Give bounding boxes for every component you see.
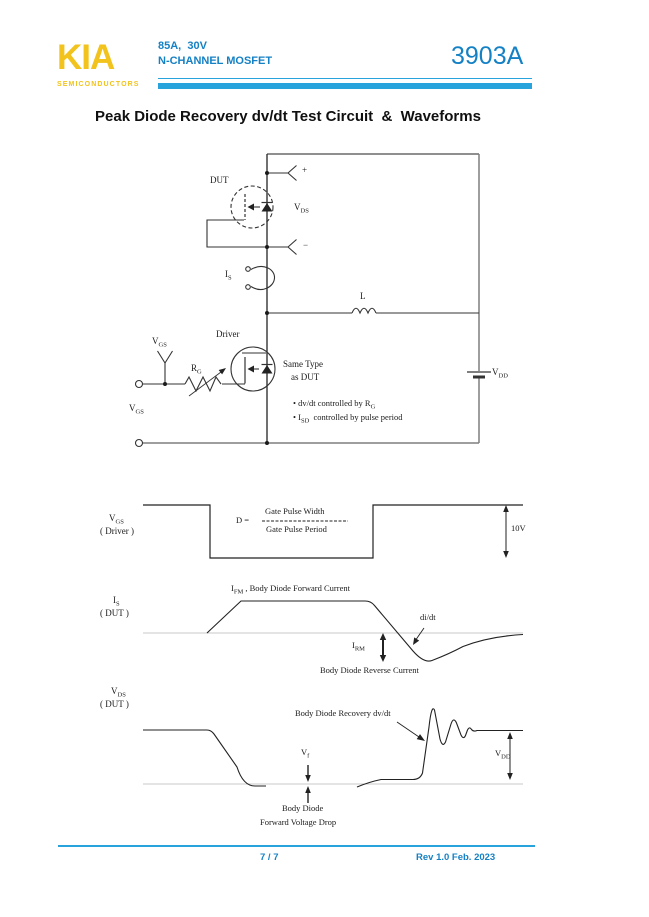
irm-label: $I_{RM}$	[352, 640, 365, 653]
voltage-waveform	[143, 709, 523, 803]
same-type-label-line1: Same Type	[283, 359, 323, 369]
junction-dots	[163, 171, 269, 445]
inductor-label: L	[360, 291, 366, 301]
same-type-label-line2: as DUT	[291, 372, 320, 382]
probe-plus	[267, 166, 297, 181]
rating-line: 85A, 30V	[158, 40, 207, 52]
duty-denominator: Gate Pulse Period	[266, 524, 327, 534]
irm-arrowhead-down	[380, 655, 386, 662]
vdd-supply-label: $V_{DD}$	[492, 367, 508, 380]
vf-down-arrowhead	[305, 775, 311, 782]
amplitude-arrowhead-up	[503, 505, 509, 512]
forward-drop-caption-line1: Body Diode	[282, 803, 324, 813]
gate-input-terminal	[136, 381, 143, 388]
vdd-level-label: $V_{DD}$	[495, 748, 511, 761]
gate-pulse-trace	[143, 505, 523, 558]
part-number: 3903A	[451, 42, 524, 70]
header-accent-bar	[158, 83, 532, 89]
note-isd: • $I_{SD}$ controlled by pulse period	[293, 412, 403, 425]
current-waveform	[143, 601, 523, 662]
recovery-arrowhead	[417, 734, 425, 741]
vgs-probe-fork	[158, 351, 173, 384]
duty-numerator: Gate Pulse Width	[265, 506, 325, 516]
didt-label: di/dt	[420, 612, 436, 622]
vgs-probe-label: $V_{GS}$	[152, 336, 167, 349]
current-waveform-name: $I_S$	[113, 595, 120, 608]
rg-resistor-zigzag	[185, 377, 221, 391]
recovery-arrow-line	[397, 722, 419, 737]
dut-channel-arrowhead	[248, 204, 255, 211]
driver-channel-arrowhead	[248, 366, 255, 373]
footer-rule	[58, 845, 535, 847]
revision-label: Rev 1.0 Feb. 2023	[416, 852, 496, 863]
voltage-waveform-name: $V_{DS}$	[111, 686, 126, 699]
gate-waveform-source: ( Driver )	[100, 526, 134, 536]
plus-label: +	[302, 165, 308, 175]
forward-drop-caption-line2: Forward Voltage Drop	[260, 817, 337, 827]
minus-label: −	[303, 240, 309, 250]
irm-arrowhead-up	[380, 633, 386, 640]
current-probe-terminal	[246, 285, 251, 290]
device-type: N-CHANNEL MOSFET	[158, 55, 273, 67]
driver-label: Driver	[216, 329, 240, 339]
vf-up-arrowhead	[305, 786, 311, 793]
vgs-source-label: $V_{GS}$	[129, 403, 144, 416]
duty-equation-lhs: D =	[236, 515, 250, 525]
voltage-waveform-source: ( DUT )	[100, 699, 129, 709]
recovery-dvdt-annotation: Body Diode Recovery dv/dt	[295, 708, 391, 718]
source-input-terminal	[136, 440, 143, 447]
dut-body-diode	[262, 203, 273, 212]
note-dvdt: • dv/dt controlled by $R_G$	[293, 398, 376, 411]
current-waveform-source: ( DUT )	[100, 608, 129, 618]
current-probe-loop	[251, 267, 275, 290]
vdd-arrowhead-down	[507, 773, 513, 780]
diode-current-trace	[207, 601, 523, 661]
vf-label: $V_f$	[301, 747, 310, 760]
reverse-current-caption: Body Diode Reverse Current	[320, 665, 419, 675]
kia-logo: KIA	[57, 38, 115, 77]
dut-gate-source-wire	[207, 220, 265, 247]
vds-trace-left	[143, 730, 266, 786]
gate-amplitude-label: 10V	[511, 523, 526, 533]
vdd-arrowhead-up	[507, 732, 513, 739]
vds-label: $V_{DS}$	[294, 202, 309, 215]
page-number: 7 / 7	[260, 852, 279, 863]
inductor-symbol	[352, 308, 376, 313]
dut-label: DUT	[210, 175, 229, 185]
didt-arrowhead	[413, 637, 419, 645]
gate-waveform	[143, 505, 523, 558]
is-label: $I_S$	[225, 269, 232, 282]
rg-label: $R_G$	[191, 363, 202, 376]
gate-waveform-name: $V_{GS}$	[109, 513, 124, 526]
kia-logo-subtext: SEMICONDUCTORS	[57, 81, 140, 88]
driver-body-diode	[262, 365, 273, 374]
current-probe-terminal	[246, 267, 251, 272]
page-title: Peak Diode Recovery dv/dt Test Circuit & Waveforms	[95, 108, 481, 125]
forward-current-annotation: $I_{FM}$ , Body Diode Forward Current	[231, 583, 350, 596]
header-thin-rule	[158, 78, 532, 79]
probe-minus	[267, 240, 297, 255]
amplitude-arrowhead-down	[503, 551, 509, 558]
